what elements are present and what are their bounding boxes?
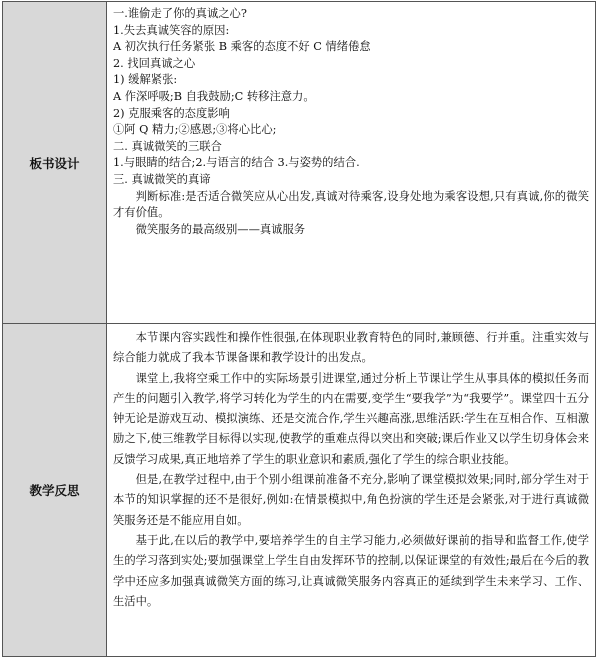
board-line: A 初次执行任务紧张 B 乘客的态度不好 C 情绪倦怠 <box>113 40 371 54</box>
board-line: 一.谁偷走了你的真诚之心? <box>113 7 247 20</box>
reflection-paragraph: 但是,在教学过程中,由于个别小组课前准备不充分,影响了课堂模拟效果;同时,部分学生对于本节的知识掌握的还不是很好,例如:在情景模拟中,角色扮演的学生还是会紧张,对于进行真诚微笑服务还是不能应用自如。 <box>113 473 589 527</box>
board-line: 二. 真诚微笑的三联合 <box>113 139 222 153</box>
board-line: 2) 克服乘客的态度影响 <box>113 106 230 120</box>
board-line: 1.失去真诚笑容的原因: <box>113 23 230 37</box>
reflection-paragraph: 本节课内容实践性和操作性很强,在体现职业教育特色的同时,兼顾德、行并重。注重实效与综合能力就成了我本节课备课和教学设计的出发点。 <box>113 331 589 365</box>
board-line: 1.与眼睛的结合;2.与语言的结合 3.与姿势的结合. <box>113 156 360 170</box>
reflection-paragraph: 课堂上,我将空乘工作中的实际场景引进课堂,通过分析上节课让学生从事具体的模拟任务而产生的问题引入教学,将学习转化为学生的内在需要,变学生“要我学”为“我要学”。课堂四十五分钟无论是游戏互动、模拟演练、还是交流合作,学生兴趣高涨,思维活跃:学生在互相合作、互相激励之下,使三维教学目标得以实现,使教学的重难点得以突出和突破;课后作业又以学生切身体会来反馈学习成果,真正地培养了学生的职业意识和素质,强化了学生的综合职业技能。 <box>113 371 589 466</box>
board-design-content <box>107 2 596 324</box>
board-line: 三. 真诚微笑的真谛 <box>113 172 211 186</box>
board-line: ①阿 Q 精力;②感恩;③将心比心; <box>113 123 277 137</box>
reflection-paragraph: 基于此,在以后的教学中,要培养学生的自主学习能力,必须做好课前的指导和监督工作,使学生的学习落到实处;要加强课堂上学生自由发挥环节的控制,以保证课堂的有效性;最后在今后的教学中还应多加强真诚微笑方面的练习,让真诚微笑服务内容真正的延续到学生未来学习、工作、生活中。 <box>113 533 589 608</box>
highest-level-line: 微笑服务的最高级别——真诚服务 <box>135 222 306 236</box>
board-line: A 作深呼吸;B 自我鼓励;C 转移注意力。 <box>113 89 315 103</box>
board-line: 2. 找回真诚之心 <box>113 56 196 70</box>
teaching-reflection-label: 教学反思 <box>3 324 107 657</box>
board-line: 1) 缓解紧张: <box>113 73 178 87</box>
judgement-criteria: 判断标准:是否适合微笑应从心出发,真诚对待乘客,设身处地为乘客设想,只有真诚,你的微笑才有价值。 <box>113 189 589 220</box>
board-design-row <box>3 2 596 324</box>
teaching-reflection-row <box>3 324 596 657</box>
teaching-reflection-content <box>107 324 596 657</box>
board-design-label: 板书设计 <box>3 2 107 324</box>
lesson-plan-table <box>2 1 596 657</box>
